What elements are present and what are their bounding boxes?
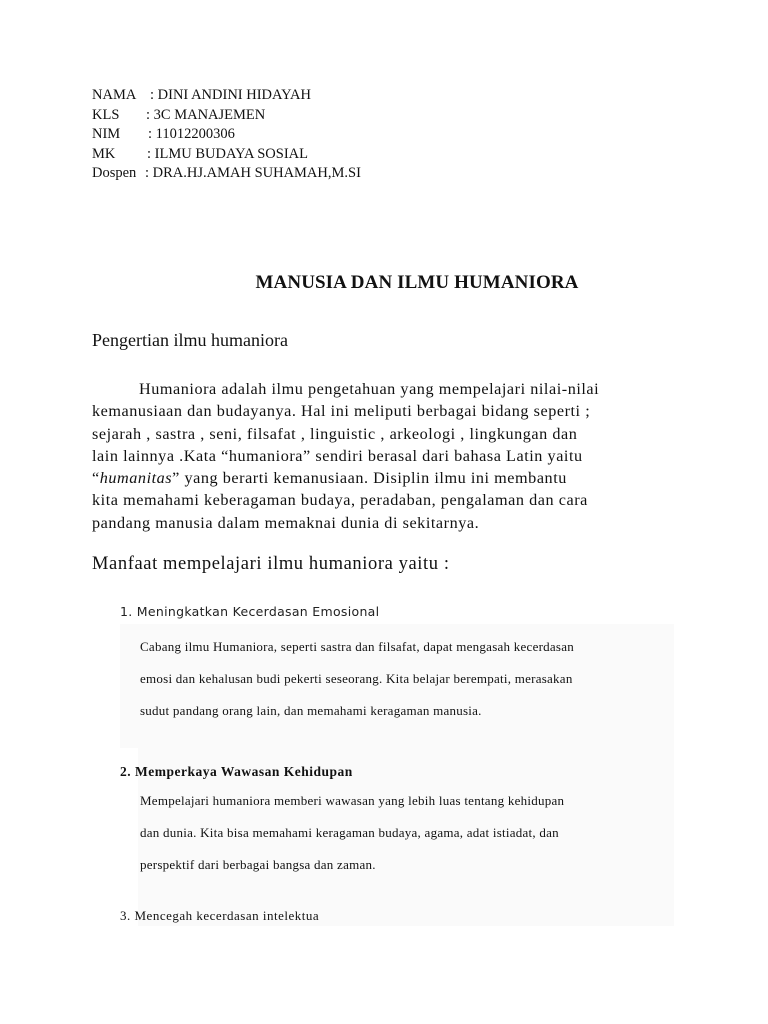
section-heading-pengertian: Pengertian ilmu humaniora	[92, 330, 288, 350]
benefit-line: perspektif dari berbagai bangsa dan zaman.	[140, 857, 376, 872]
paragraph-line-humanitas	[92, 467, 692, 489]
id-value-dospen: : DRA.HJ.AMAH SUHAMAH,M.SI	[145, 165, 361, 181]
id-row-nama	[92, 86, 361, 106]
document-title: MANUSIA DAN ILMU HUMANIORA	[255, 272, 579, 293]
benefit-heading-1: 1. Meningkatkan Kecerdasan Emosional	[120, 604, 380, 619]
id-value-nama: : DINI ANDINI HIDAYAH	[150, 87, 311, 103]
id-row-dospen	[92, 164, 361, 184]
paragraph-line: sejarah , sastra , seni, filsafat , linguistic , arkeologi , lingkungan dan	[92, 424, 578, 443]
identity-block	[92, 86, 361, 184]
id-value-nim: : 11012200306	[148, 126, 235, 142]
id-value-kls: : 3C MANAJEMEN	[146, 106, 266, 123]
open-quote: “	[92, 469, 100, 488]
id-row-kls	[92, 106, 361, 126]
paragraph-line: pandang manusia dalam memaknai dunia di sekitarnya.	[92, 513, 480, 532]
id-row-nim	[92, 125, 361, 145]
paragraph-line: kemanusiaan dan budayanya. Hal ini meliputi berbagai bidang seperti ;	[92, 402, 591, 421]
id-key-nim: NIM	[92, 126, 121, 142]
id-key-nama: NAMA	[92, 87, 137, 103]
benefit-line: emosi dan kehalusan budi pekerti seseorang. Kita belajar berempati, merasakan	[140, 671, 573, 686]
benefit-body-2	[140, 785, 564, 881]
paragraph-line: kita memahami keberagaman budaya, peradaban, pengalaman dan cara	[92, 491, 588, 510]
benefit-line: sudut pandang orang lain, dan memahami keragaman manusia.	[140, 703, 482, 718]
id-key-dospen: Dospen	[92, 165, 137, 181]
id-row-mk	[92, 145, 361, 165]
paragraph-line: Humaniora adalah ilmu pengetahuan yang mempelajari nilai-nilai	[139, 380, 600, 398]
benefit-heading-2: 2. Memperkaya Wawasan Kehidupan	[120, 764, 353, 779]
id-key-kls: KLS	[92, 106, 120, 123]
id-key-mk: MK	[92, 145, 116, 162]
benefit-line: Cabang ilmu Humaniora, seperti sastra dan filsafat, dapat mengasah kecerdasan	[140, 639, 575, 654]
benefit-line: dan dunia. Kita bisa memahami keragaman budaya, agama, adat istiadat, dan	[140, 825, 559, 840]
paragraph-line: lain lainnya .Kata “humaniora” sendiri berasal dari bahasa Latin yaitu	[92, 446, 583, 465]
section-heading-manfaat: Manfaat mempelajari ilmu humaniora yaitu :	[92, 554, 450, 574]
paragraph-line-rest: ” yang berarti kemanusiaan. Disiplin ilmu ini membantu	[172, 469, 567, 488]
benefit-line: Mempelajari humaniora memberi wawasan yang lebih luas tentang kehidupan	[140, 793, 565, 808]
benefit-body-1	[140, 631, 574, 727]
latin-term-humanitas: humanitas	[99, 469, 173, 488]
definition-paragraph	[92, 378, 692, 534]
benefit-heading-3: 3. Mencegah kecerdasan intelektua	[120, 908, 320, 923]
id-value-mk: : ILMU BUDAYA SOSIAL	[147, 145, 309, 162]
